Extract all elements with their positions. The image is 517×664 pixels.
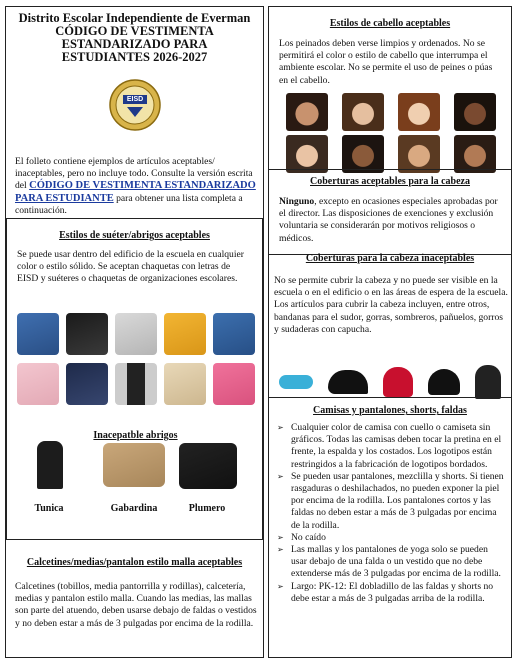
hairstyles-row-1 [286,93,496,131]
beanie-icon [428,369,460,395]
black-jacket-image [66,313,108,355]
dress-code-title-3: ESTUDIANTES 2026-2027 [61,50,208,64]
socks-text: Calcetines (tobillos, media pantorrilla y rodillas), calcetería, medias y pantalon estilo malla. Cuando las medias, las mallas son parte del atuendo, deben usarse debajo de faldas o vestidos y no deben estar a más de 3 pulgadas por encima de la rodilla. [15,581,257,629]
socks-heading: Calcetines/medias/pantalon estilo malla aceptables [26,557,243,568]
list-item: ➢ Las mallas y los pantalones de yoga solo se pueden usar debajo de una falda o un vestido que no debe extenderse más de 3 pulgadas por encima de la rodilla. [277,544,505,581]
dress-code-title-1: CÓDIGO DE VESTIMENTA [55,24,214,38]
shirts-list [277,422,505,605]
gray-jacket-image [115,313,157,355]
shirts-section [268,397,512,658]
trench-coat-label: Gabardina [110,503,158,514]
hair-heading: Estilos de cabello aceptables [329,18,451,29]
duster-coat-image [179,443,237,489]
seal-text: EISD [126,96,144,103]
left-column [5,6,264,658]
acceptable-coats-row-2 [17,363,255,405]
dress-code-title-2: ESTANDARIZADO PARA [61,37,208,51]
dress-code-link[interactable]: CÓDIGO DE VESTIMENTA ESTANDARIZADO PARA ESTUDIANTE [15,180,256,204]
duster-coat-label: Plumero [188,503,226,514]
head-ok-body: , excepto en ocasiones especiales aprobadas por el director. Las disposiciones de exenciones y exclusión voluntaria se considerarán por motivos religiosos o médicos. [279,196,498,244]
sweater-heading: Estilos de suéter/abrigos aceptables [59,230,210,241]
acceptable-coats-row-1 [17,313,255,355]
unacceptable-coats-heading: Inacepatble abrigos [93,430,178,441]
yellow-sweater-image [164,313,206,355]
navy-cardigan-image [66,363,108,405]
hairstyle-photo [342,93,384,131]
head-bad-heading: Coberturas para la cabeza inaceptables [305,253,475,264]
hairstyles-row-2 [286,135,496,173]
pink-hoodie-image [213,363,255,405]
hairstyle-photo [398,93,440,131]
hairstyle-photo [398,135,440,173]
hair-text: Los peinados deben verse limpios y ordenados. No se permitirá el color o estilo de cabello que interrumpa el ambiente escolar. No se permite el uso de peines o púas en el cabello. [279,38,493,86]
letterman-jacket-image [115,363,157,405]
denim-jacket-image [17,313,59,355]
intro-text: El folleto contiene ejemplos de artículos aceptables/ inaceptables, pero no incluye todo. Consulte la versión escrita del [15,156,253,192]
bandana-icon [383,367,413,397]
hairstyle-photo [342,135,384,173]
list-item: ➢ Largo: PK-12: El dobladillo de las faldas y shorts no debe estar a más de 3 pulgadas arriba de la rodilla. [277,581,505,605]
intro-paragraph [15,156,257,217]
head-ok-lead: Ninguno [279,196,315,207]
tunic-image [37,441,63,489]
sweater-section [6,218,263,540]
head-ok-text [279,196,501,245]
baseball-cap-icon [328,370,368,394]
hairstyle-photo [454,93,496,131]
beige-sweater-image [164,363,206,405]
list-item: ➢ Se pueden usar pantalones, mezclilla y shorts. Si tienen rasgaduras o deshilachados, no pueden exponer la piel por encima de la rodilla. Los pantalones cortos y las faldas no deben estar a más de 3 pulgadas por encima de la rodilla. [277,471,505,532]
right-column [268,6,512,658]
hairstyle-photo [454,135,496,173]
hairstyle-photo [286,135,328,173]
head-bad-text: No se permite cubrir la cabeza y no puede ser visible en la escuela o en el edificio o en las áreas de espera de la escuela. Los artículos para cubrir la cabeza incluyen, entre otros, bandanas para el sudor, gorras, sombreros, pañuelos, gorros y sudaderas con capucha. [274,275,508,335]
pink-sweater-image [17,363,59,405]
head-ok-section [268,169,512,255]
trench-coat-image [103,443,165,487]
blue-hoodie-image [213,313,255,355]
hairstyle-photo [286,93,328,131]
head-ok-heading: Coberturas aceptables para la cabeza [310,176,470,187]
unacceptable-headwear-row [279,365,501,399]
list-item: ➢ No caído [277,532,505,544]
sweatband-icon [279,375,313,389]
sweater-text: Se puede usar dentro del edificio de la escuela en cualquier color o estilo sólido. Se aceptan chaquetas con letras de EISD y suéteres o chaquetas de organizaciones escolares. [17,249,244,285]
tunic-label: Tunica [34,503,64,514]
eisd-seal-icon [109,79,161,131]
hoodie-icon [475,365,501,399]
shirts-heading: Camisas y pantalones, shorts, faldas [313,405,467,416]
intro-text-end: para obtener una lista completa a continuación. [15,192,243,216]
list-item: ➢ Cualquier color de camisa con cuello o camiseta sin gráficos. Todas las camisas deben tocar la pretina en el frente, la espalda y los costados. Los logotipos están restringidos a la fabricación de logotipos bordados. [277,422,505,471]
district-name: Distrito Escolar Independiente de Everman [18,11,251,25]
